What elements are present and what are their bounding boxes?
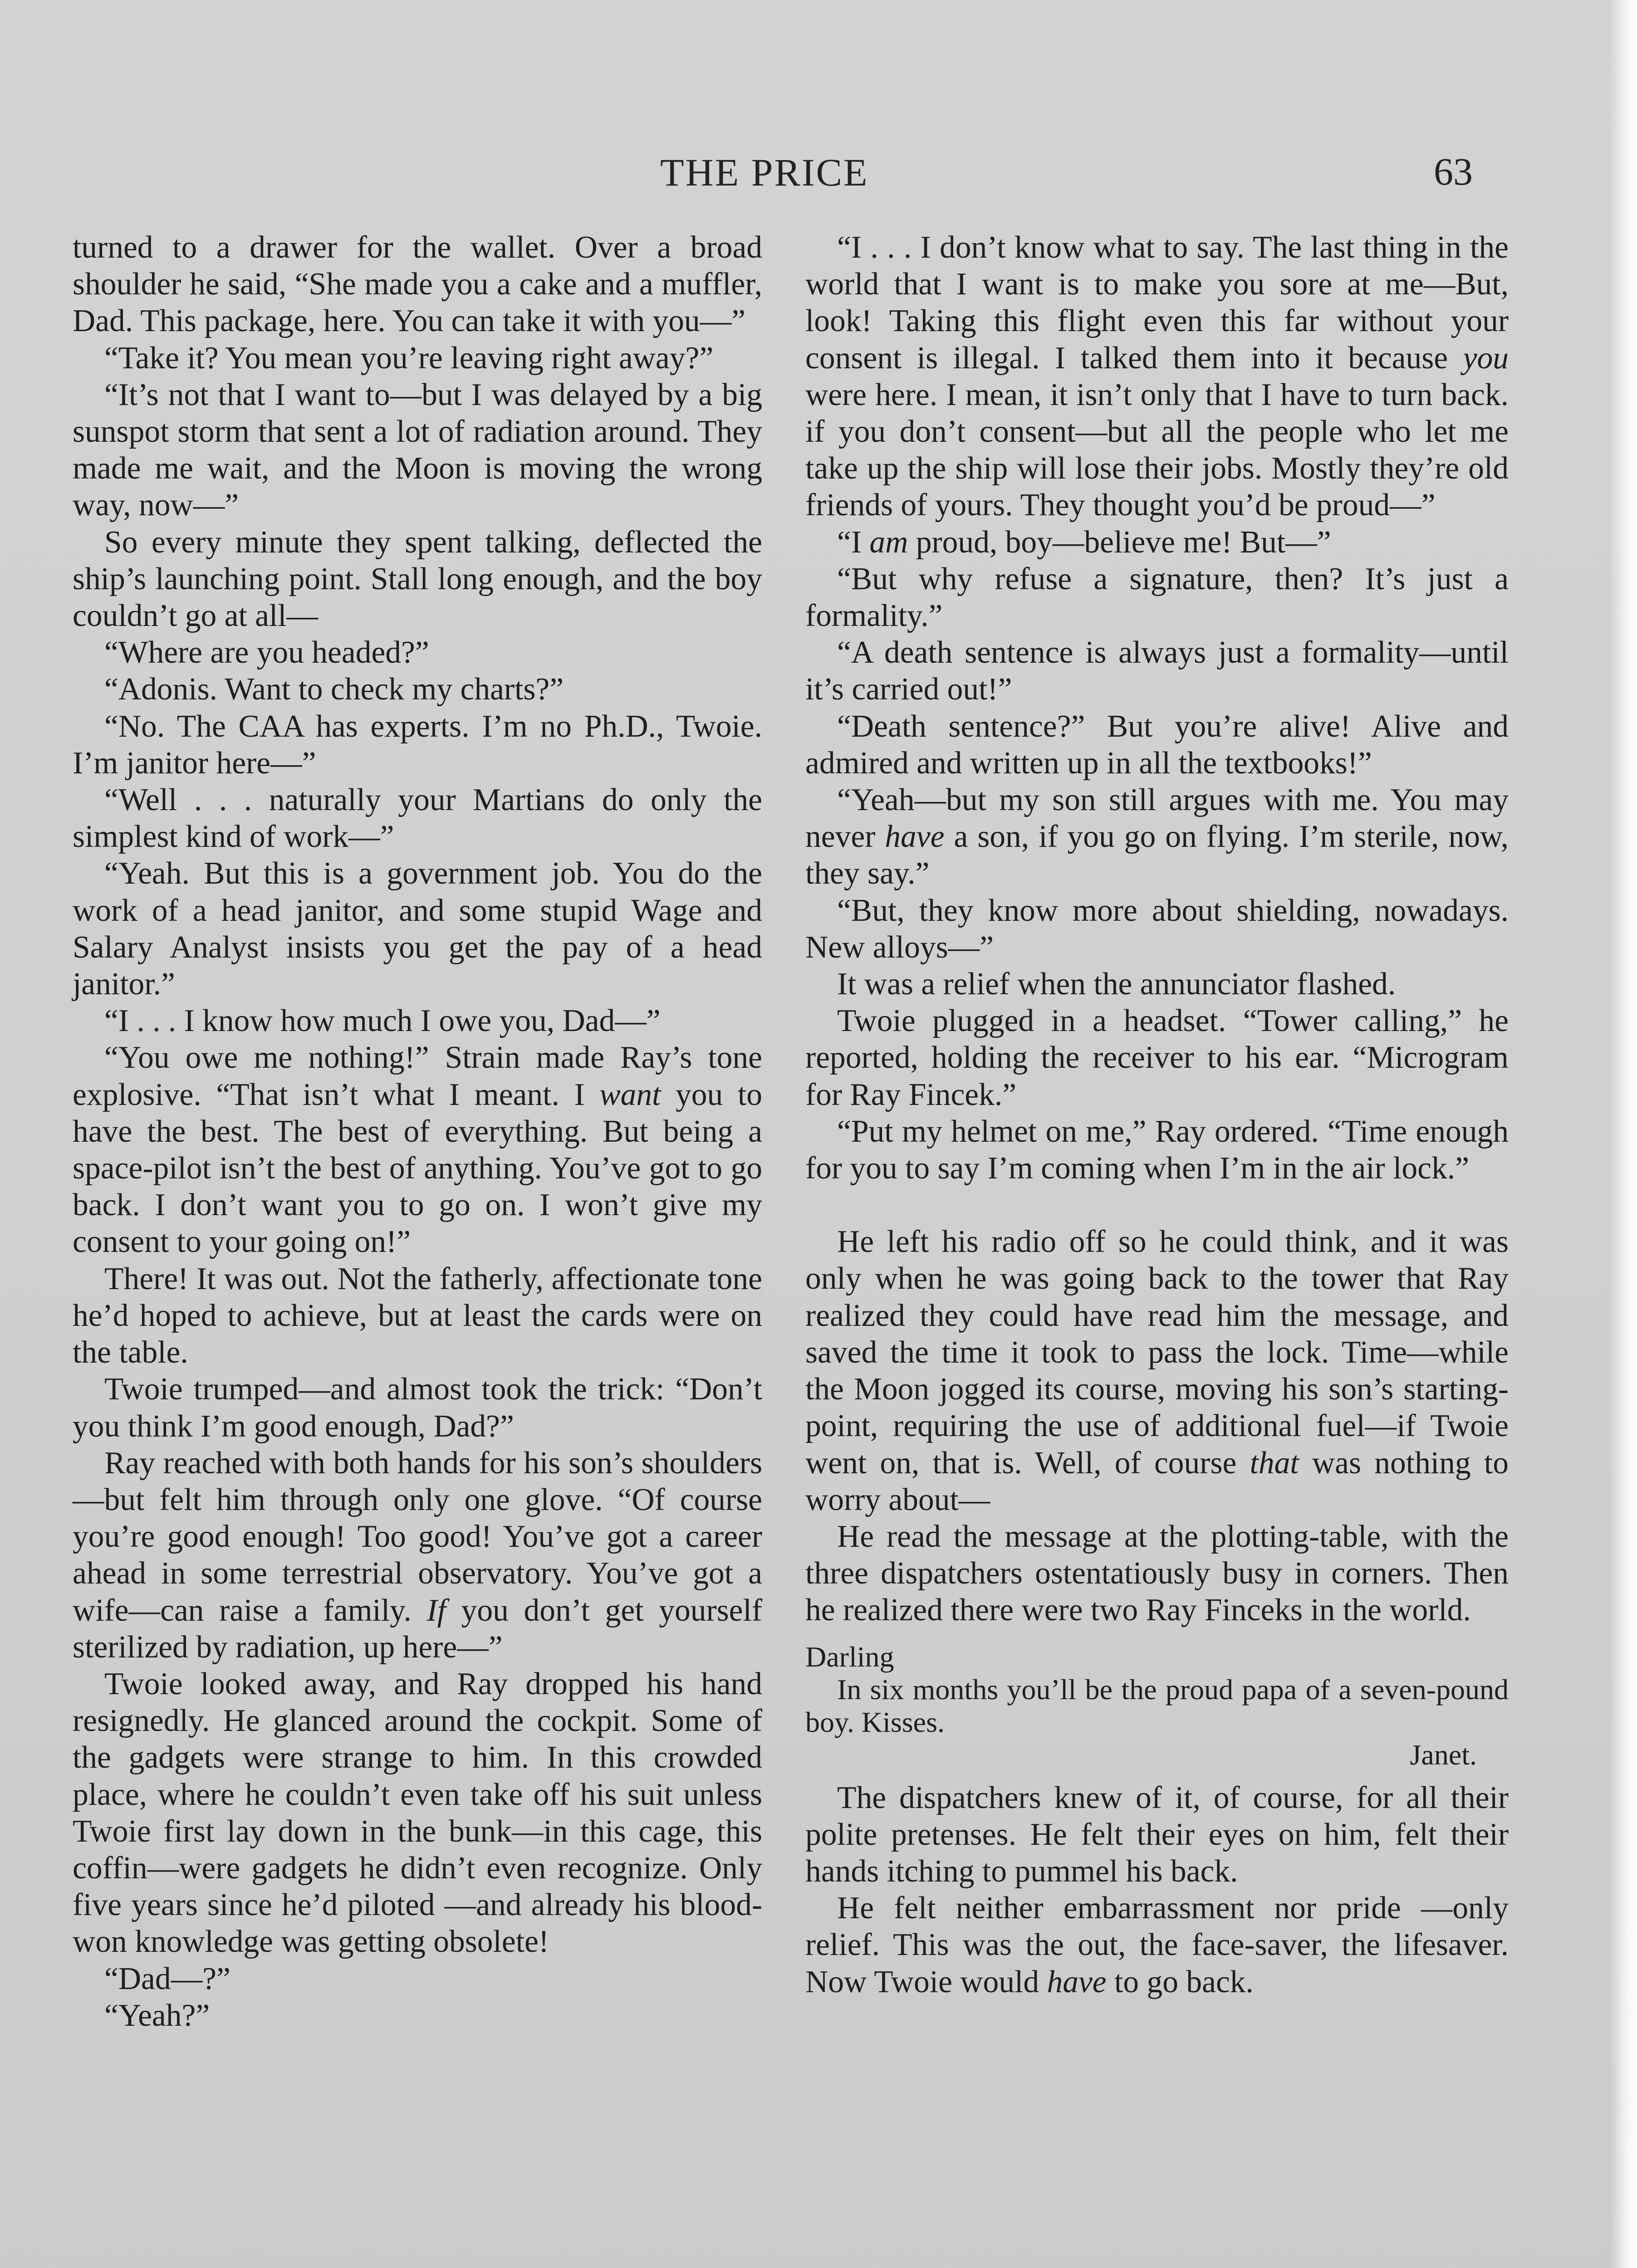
emphasis: have [1047, 1964, 1107, 1999]
emphasis: have [885, 819, 945, 855]
paragraph: So every minute they spent talking, deflected the ship’s launching point. Stall long enough, and the boy couldn’t go at all— [73, 524, 762, 634]
paragraph: “Dad—?” [104, 1961, 230, 1996]
message-body: In six months you’ll be the proud papa of a seven-pound boy. Kisses. [805, 1673, 1509, 1738]
paragraph: He felt neither embarrassment nor pride —only relief. This was the out, the face-saver, the lifesaver. Now Twoie would have to go back. [805, 1891, 1509, 1999]
paragraph: “Where are you headed?” [104, 635, 429, 670]
paragraph: “Yeah. But this is a government job. You do the work of a head janitor, and some stupid Wage and Salary Analyst insists you get the pay of a head janitor.” [73, 856, 762, 1002]
paragraph: Ray reached with both hands for his son’s shoulders—but felt him through only one glove. “Of course you’re good enough! Too good! You’ve got a career ahead in some terrestrial observatory. You’ve got a wife—can raise a family. If you don’t get yourself sterilized by radiation, up here—” [73, 1445, 762, 1665]
paragraph: “Adonis. Want to check my charts?” [104, 672, 564, 707]
paragraph: There! It was out. Not the fatherly, affectionate tone he’d hoped to achieve, but at least the cards were on the table. [73, 1261, 762, 1370]
paragraph: Twoie trumped—and almost took the trick: “Don’t you think I’m good enough, Dad?” [73, 1372, 762, 1444]
paragraph: “Death sentence?” But you’re alive! Alive and admired and written up in all the textbooks!” [805, 709, 1509, 781]
paragraph: “It’s not that I want to—but I was delayed by a big sunspot storm that sent a lot of radiation around. They made me wait, and the Moon is moving the wrong way, now—” [73, 377, 762, 523]
paragraph: He read the message at the plotting-table, with the three dispatchers ostentatiously busy in corners. Then he realized there were two Ray Finceks in the world. [805, 1519, 1509, 1628]
paragraph: “I . . . I know how much I owe you, Dad—” [104, 1003, 661, 1039]
right-column [805, 229, 1509, 2000]
emphasis: that [1250, 1445, 1299, 1481]
paragraph: “But, they know more about shielding, nowadays. New alloys—” [805, 893, 1509, 965]
page-edge [1610, 0, 1637, 2268]
paragraph: “You owe me nothing!” Strain made Ray’s tone explosive. “That isn’t what I meant. I want you to have the best. The best of everything. But being a space-pilot isn’t the best of anything. You’ve got to go back. I don’t want you to go on. I won’t give my consent to your going on!” [73, 1040, 762, 1260]
paragraph: “A death sentence is always just a formality—until it’s carried out!” [805, 635, 1509, 707]
paragraph: The dispatchers knew of it, of course, for all their polite pretenses. He felt their eyes on him, felt their hands itching to pummel his back. [805, 1780, 1509, 1889]
paragraph: “No. The CAA has experts. I’m no Ph.D., Twoie. I’m janitor here—” [73, 709, 762, 781]
paragraph: “Take it? You mean you’re leaving right away?” [104, 340, 714, 376]
paragraph: “I . . . I don’t know what to say. The last thing in the world that I want is to make you sore at me—But, look! Taking this flight even this far without your consent is illegal. I talked them into it because you were here. I mean, it isn’t only that I have to turn back. if you don’t consent—but all the people who let me take up the ship will lose their jobs. Mostly they’re old friends of yours. They thought you’d be proud—” [805, 230, 1509, 523]
paragraph: Twoie looked away, and Ray dropped his hand resignedly. He glanced around the cockpit. Some of the gadgets were strange to him. In this crowded place, where he couldn’t even take off his suit unless Twoie first lay down in the bunk—in this cage, this coffin—were gadgets he didn’t even recognize. Only five years since he’d piloted —and already his blood-won knowledge was getting obsolete! [73, 1666, 762, 1960]
page-number: 63 [1434, 150, 1473, 193]
paragraph: “I am proud, boy—believe me! But—” [837, 524, 1331, 560]
left-column [73, 229, 762, 2034]
emphasis: If [426, 1593, 446, 1628]
message-signature: Janet. [1410, 1738, 1477, 1771]
message-salutation: Darling [805, 1640, 894, 1673]
paragraph: It was a relief when the annunciator flashed. [837, 967, 1396, 1002]
paragraph: “Well . . . naturally your Martians do only the simplest kind of work—” [73, 782, 762, 855]
paragraph: turned to a drawer for the wallet. Over a broad shoulder he said, “She made you a cake and a muffler, Dad. This package, here. You can take it with you—” [73, 230, 762, 339]
paragraph: He left his radio off so he could think, and it was only when he was going back to the tower that Ray realized they could have read him the message, and saved the time it took to pass the lock. Time—while the Moon jogged its course, moving his son’s starting-point, requiring the use of additional fuel—if Twoie went on, that is. Well, of course that was nothing to worry about— [805, 1224, 1509, 1517]
paragraph: “But why refuse a signature, then? It’s just a formality.” [805, 561, 1509, 634]
paragraph: “Yeah—but my son still argues with me. You may never have a son, if you go on flying. I’m sterile, now, they say.” [805, 782, 1509, 891]
emphasis: you [1463, 340, 1509, 376]
paragraph: “Yeah?” [104, 1998, 210, 2033]
running-head: THE PRICE [660, 151, 869, 194]
paragraph: Twoie plugged in a headset. “Tower calling,” he reported, holding the receiver to his ear. “Microgram for Ray Fincek.” [805, 1003, 1509, 1112]
emphasis: am [869, 524, 908, 560]
paragraph: “Put my helmet on me,” Ray ordered. “Time enough for you to say I’m coming when I’m in the air lock.” [805, 1114, 1509, 1186]
emphasis: want [599, 1077, 661, 1112]
